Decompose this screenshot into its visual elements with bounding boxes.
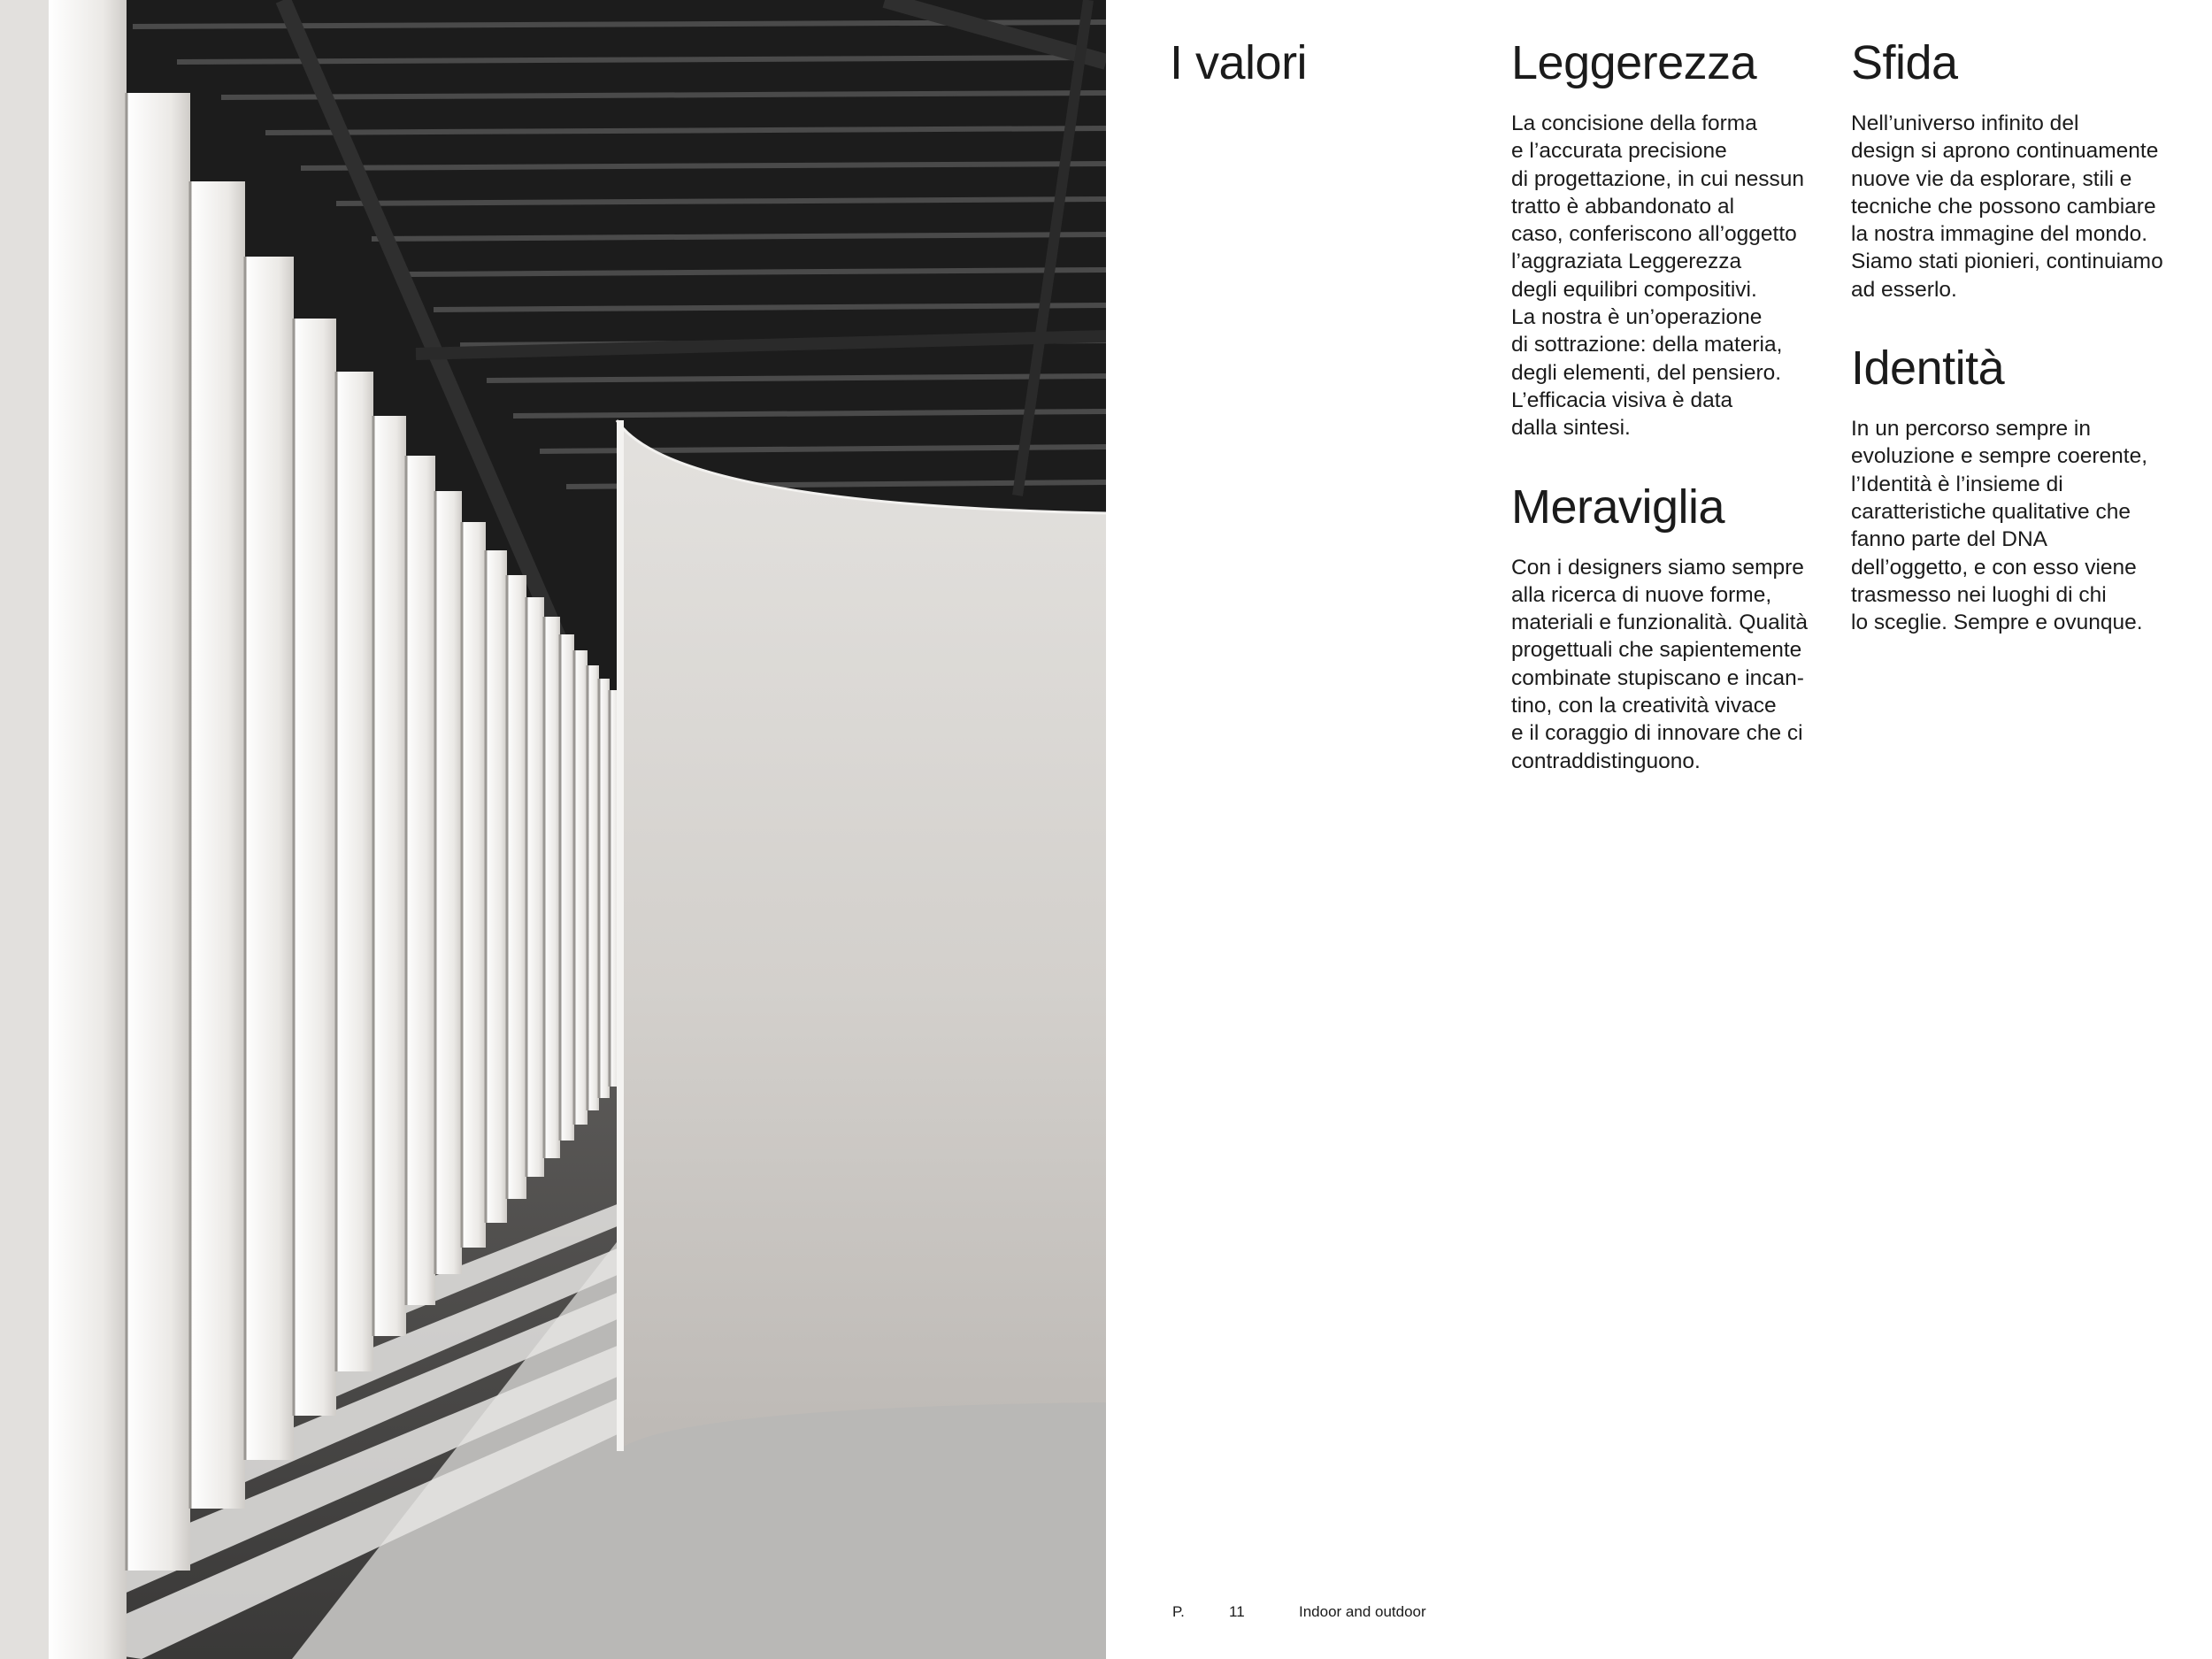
value-body: Nell’universo infinito del design si aprono continuamente nuove vie da esplorare, stili e tecniche che possono cambiare la nostra immagine del mondo. Siamo stati pionieri, continuiamo ad esserlo. — [1851, 111, 2163, 302]
value-block-leggerezza — [1511, 36, 1840, 442]
footer-page-number: 11 — [1229, 1603, 1245, 1620]
value-heading: Leggerezza — [1511, 36, 1757, 89]
value-heading: Meraviglia — [1511, 480, 1725, 534]
values-column-left — [1511, 36, 1840, 775]
value-body: Con i designers siamo sempre alla ricerca di nuove forme, materiali e funzionalità. Qualità progettuali che sapientemente combinate stupiscano e incan- tino, con la creatività vivace e il coraggio di innovare che ci contraddistinguono. — [1511, 555, 1809, 773]
footer-publication-title: Indoor and outdoor — [1299, 1603, 1426, 1620]
value-block-identita — [1851, 344, 2180, 636]
value-heading: Identità — [1851, 342, 2005, 396]
value-block-sfida — [1851, 36, 2180, 303]
footer-page-prefix: P. — [1172, 1603, 1185, 1620]
value-block-meraviglia — [1511, 480, 1840, 775]
value-body: La concisione della forma e l’accurata precisione di progettazione, in cui nessun tratto è abbandonato al caso, conferiscono all’oggetto l’aggraziata Leggerezza degli equilibri compositivi. La nostra è un’operazione di sottrazione: della materia, degli elementi, del pensiero. L’efficacia visiva è data dalla sintesi. — [1511, 111, 1804, 441]
values-column-right — [1851, 36, 2180, 636]
value-body: In un percorso sempre in evoluzione e sempre coerente, l’Identità è l’insieme di caratteristiche qualitative che fanno parte del DNA dell’oggetto, e con esso viene trasmesso nei luoghi di chi lo sceglie. Sempre e ovunque. — [1851, 417, 2148, 635]
value-heading: Sfida — [1851, 36, 1958, 89]
section-title: I valori — [1170, 36, 1308, 89]
